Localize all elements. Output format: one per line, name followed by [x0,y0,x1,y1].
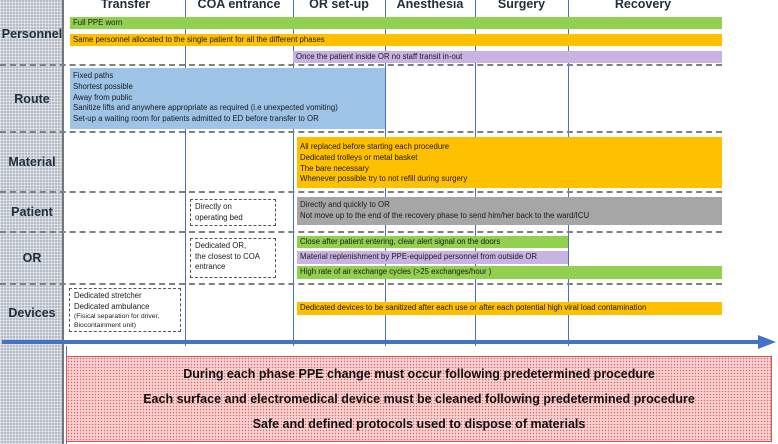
air-exchange-bar: High rate of air exchange cycles (>25 exchanges/hour ) [297,266,722,279]
material-replenishment-bar: Material replenishment by PPE-equipped personnel from outside OR [297,251,568,264]
devices-transfer-line: Dedicated ambulance [74,301,150,311]
row-separator [0,231,722,233]
patient-or-bar [297,197,722,225]
phase-header-coa-entrance: COA entrance [197,0,281,11]
close-after-entering-bar: Close after patient entering, clear alert signal on the doors [297,236,568,248]
row-separator [0,131,722,133]
patient-or-line: Directly and quickly to OR [300,200,390,209]
full-ppe-bar: Full PPE worn [70,17,722,29]
phase-header-anesthesia: Anesthesia [396,0,464,11]
route-line: Fixed paths [73,71,114,80]
route-bar [70,68,385,129]
row-label-devices: Devices [8,305,56,320]
row-separator [0,64,722,66]
devices-transfer-line: Dedicated stretcher [74,291,142,300]
material-line: The bare necessary [300,163,369,173]
devices-sanitize-bar: Dedicated devices to be sanitized after each use or after each potential high viral load contamination [297,302,722,315]
phase-divider [185,0,186,346]
devices-transfer-note: (Fisical separation for driver, [74,313,160,320]
row-separator [0,191,722,193]
phase-header-recovery: Recovery [614,0,672,11]
footer-line-ppe: During each phase PPE change must occur following predetermined procedure [183,366,655,381]
row-label-or: OR [22,251,42,265]
no-staff-transit-bar: Once the patient inside OR no staff transit in-out [293,51,722,63]
patient-coa-line: operating bed [195,212,243,222]
timeline-arrow [0,334,778,350]
route-line: Set-up a waiting room for patients admitted to ED before transfer to OR [73,114,319,124]
material-bar [297,137,722,188]
route-line: Shortest possible [73,81,133,91]
row-separator [0,283,722,285]
devices-transfer-box [69,288,181,332]
row-label-personnel: Personnel [1,27,63,41]
patient-coa-line: Directly on [195,202,232,211]
procedures-box [66,356,772,442]
or-coa-line: Dedicated OR, [195,241,247,250]
row-label-patient: Patient [11,205,53,219]
devices-transfer-note: Biocontainment unit) [74,322,136,329]
route-line: Sanitize lifts and anywhere appropriate as required (i.e unexpected vomiting) [73,103,338,113]
or-coa-line: the closest to COA [195,251,261,261]
row-label-material: Material [8,155,56,169]
footer-line-cleaning: Each surface and electromedical device must be cleaned following predetermined procedure [143,391,695,406]
or-coa-line: entrance [195,262,226,271]
row-label-route: Route [14,91,50,106]
material-line: Whenever possible try to not refill during surgery [300,174,468,184]
patient-or-line: Not move up to the end of the recovery phase to send him/her back to the ward/ICU [300,210,590,220]
material-line: All replaced before starting each procedure [300,142,450,151]
material-line: Dedicated trolleys or metal basket [300,152,418,162]
phase-header-or-setup: OR set-up [309,0,369,11]
phase-header-surgery: Surgery [497,0,546,11]
route-line: Away from public [73,92,133,102]
or-coa-box [190,238,276,278]
phase-header-transfer: Transfer [100,0,151,11]
same-personnel-bar: Same personnel allocated to the single patient for all the different phases [70,34,722,46]
footer-line-disposal: Safe and defined protocols used to dispose of materials [252,417,586,432]
patient-coa-box [190,199,276,226]
